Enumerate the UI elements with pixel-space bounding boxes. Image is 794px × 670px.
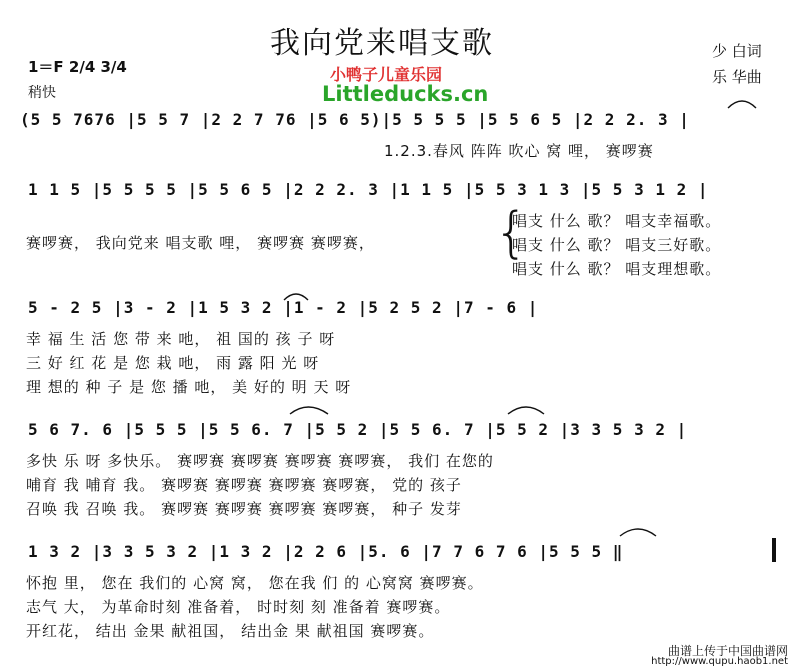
footer-source: 曲谱上传于中国曲谱网 [667, 644, 788, 658]
system3-notes: 5 - 2 5 |3 - 2 |1 5 3 2 |1 - 2 |5 2 5 2 |7 - 6 | [28, 298, 539, 317]
system5-notes: 1 3 2 |3 3 5 3 2 |1 3 2 |2 2 6 |5. 6 |7 7 6 7 6 |5 5 5 ‖ [28, 542, 624, 561]
system3-verse-1: 幸 福 生 活 您 带 来 吔， 祖 国的 孩 子 呀 [26, 330, 336, 348]
system2-lyric: 赛啰赛， 我向党来 唱支歌 哩， 赛啰赛 赛啰赛， [26, 234, 375, 252]
system1-notes: (5 5 7676 |5 5 7 |2 2 7 76 |5 6 5)|5 5 5 5 |5 5 6 5 |2 2 2. 3 | [20, 110, 690, 129]
lyricist-credit: 少 白词 [712, 42, 762, 60]
system4-verse-1: 多快 乐 呀 多快乐。 赛啰赛 赛啰赛 赛啰赛 赛啰赛， 我们 在您的 [26, 452, 494, 470]
system2-verse-3: 唱支 什么 歌？ 唱支理想歌。 [512, 260, 722, 278]
page-title: 我向党来唱支歌 [270, 26, 494, 61]
system5-verse-1: 怀抱 里， 您在 我们的 心窝 窝， 您在我 们 的 心窝窝 赛啰赛。 [26, 574, 484, 592]
footer-url: http://www.qupu.haob1.net [651, 656, 788, 667]
system4-verse-3: 召唤 我 召唤 我。 赛啰赛 赛啰赛 赛啰赛 赛啰赛， 种子 发芽 [26, 500, 462, 518]
slur-mark [508, 407, 544, 414]
slur-mark [290, 407, 328, 414]
composer-credit: 乐 华曲 [712, 68, 762, 86]
verse-brace: { [494, 201, 529, 264]
system1-lyric: 1.2.3.春风 阵阵 吹心 窝 哩， 赛啰赛 [384, 142, 654, 160]
system5-verse-3: 开红花， 结出 金果 献祖国， 结出金 果 献祖国 赛啰赛。 [26, 622, 435, 640]
system3-verse-2: 三 好 红 花 是 您 栽 吔， 雨 露 阳 光 呀 [26, 354, 320, 372]
system2-verse-2: 唱支 什么 歌？ 唱支三好歌。 [512, 236, 722, 254]
final-barline [772, 538, 776, 562]
system4-notes: 5 6 7. 6 |5 5 5 |5 5 6. 7 |5 5 2 |5 5 6. 7 |5 5 2 |3 3 5 3 2 | [28, 420, 688, 439]
system3-verse-3: 理 想的 种 子 是 您 播 吔， 美 好的 明 天 呀 [26, 378, 352, 396]
system4-verse-2: 哺育 我 哺育 我。 赛啰赛 赛啰赛 赛啰赛 赛啰赛， 党的 孩子 [26, 476, 462, 494]
tempo-marking: 稍快 [28, 85, 56, 101]
key-signature: 1＝F 2/4 3/4 [28, 58, 127, 76]
slur-mark [284, 294, 308, 300]
slur-mark [620, 529, 656, 536]
watermark-cn: 小鸭子儿童乐园 [330, 65, 443, 84]
slur-mark [728, 101, 756, 108]
system5-verse-2: 志气 大， 为革命时刻 准备着， 时时刻 刻 准备着 赛啰赛。 [26, 598, 451, 616]
watermark-en: Littleducks.cn [322, 82, 489, 106]
system2-verse-1: 唱支 什么 歌？ 唱支幸福歌。 [512, 212, 722, 230]
system2-notes: 1 1 5 |5 5 5 5 |5 5 6 5 |2 2 2. 3 |1 1 5 |5 5 3 1 3 |5 5 3 1 2 | [28, 180, 709, 199]
